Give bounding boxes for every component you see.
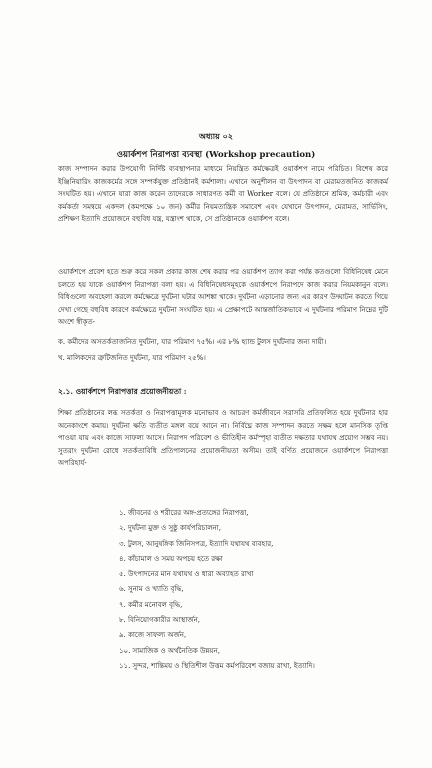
accident-cause-worker: ক. কর্মীদের অসতর্কতাজনিত দুর্ঘটনা, যার পরিমাণ ৭৫%। এর ৮% হ্যান্ড টুলস দুর্ঘটনার জন্য দায়ী।: [58, 338, 327, 346]
necessity-paragraph: শিক্ষা প্রতিষ্ঠানের লব্ধ সতর্কতা ও নিরাপত্তামূলক মনোভাব ও আচরণ কর্মজীবনে সরাসরি প্রতিফলিত হয়ে দুর্ঘটনার হার অনেকাংশে কমায়। দুর্ঘটনা ক্ষতি ব্যতীত মঙ্গল বয়ে আনে না। নির্বিঘ্নে কাজ সম্পাদন করতে সক্ষম হলে মানসিক তৃপ্তি পাওয়া যায় এবং কাজে সাফল্য আসে। নিরাপদ পরিবেশ ও ভীতিহীন কর্মস্পৃহা ব্যতীত দক্ষতার যথাযথ প্রয়োগ সম্ভব নয়। সুতরাং দুর্ঘটনা রোধে সতর্কতাবিধি প্রতিপালনের প্রয়োজনীয়তা অসীম। তাই বর্ণিত প্রয়োজনে ওয়ার্কশপে নিরাপত্তা অপরিহার্য-: [58, 409, 388, 467]
chapter-title: ওয়ার্কশপ নিরাপত্তা ব্যবস্থা (Workshop precaution): [116, 150, 316, 160]
list-item: ৩. টুলস, আনুষঙ্গিক জিনিসপত্র, ইত্যাদি যথাযথ ব্যবহার,: [119, 539, 274, 548]
list-item: ১১. সুন্দর, শান্তিময় ও স্থিতিশীল উত্তম কর্মপরিবেশ বজায় রাখা, ইত্যাদি।: [119, 661, 315, 670]
list-item: ৫. উৎপাদনের মান যথাযথ ও ধারা অব্যাহত রাখা: [119, 570, 254, 579]
safety-needs-list: [119, 506, 389, 674]
intro-paragraph: কাজ সম্পাদন করার উপযোগী নির্দিষ্ট ব্যবস্থাপনার মাধ্যমে নিয়ন্ত্রিত কর্মক্ষেত্রই ওয়ার্কশপ নামে পরিচিত। বিশেষ করে ইঞ্জিনিয়ারিং কাজকর্মের সঙ্গে সম্পর্কযুক্ত প্রতিষ্ঠানই কর্মশালা। এখানে অনুশীলন বা উৎপাদন বা মেরামতজনিত কাজকর্ম সংঘটিত হয়। এখানে যারা কাজ করেন তাদেরকে সাধারণত কর্মী বা Worker বলে। যে প্রতিষ্ঠানে শ্রমিক, কর্মচারী এবং কর্মকর্তা সমন্বয়ে একদল (কমপক্ষে ১০ জন) কর্মীর নিয়মতান্ত্রিক সমাবেশ এবং যেখানে উৎপাদন, মেরামত, সার্ভিসিং, প্রশিক্ষণ ইত্যাদি প্রয়োজনে বহুবিধ যন্ত্র, যন্ত্রাংশ থাকে, সে প্রতিষ্ঠানকে ওয়ার্কশপ বলে।: [58, 165, 388, 223]
list-item: ৬. সুনাম ও খ্যাতি বৃদ্ধি,: [119, 585, 184, 594]
list-item: ১. জীবনের ও শরীরের অঙ্গ-প্রত্যঙ্গের নিরাপত্তা,: [119, 509, 249, 517]
safety-definition-paragraph: ওয়ার্কশপে প্রবেশ হতে শুরু করে সকল প্রকার কাজ শেষ করার পর ওয়ার্কশপ ত্যাগ করা পর্যন্ত কতগুলো বিধিনিষেধ মেনে চলতে হয় যাকে ওয়ার্কশপ নিরাপত্তা বলা হয়। এ বিধিনিষেধসমূহকে ওয়ার্কশপে নিরাপদে কাজ করার নিয়মকানুন বলে। বিধিগুলো অবহেলা করলে কর্মক্ষেত্রে দুর্ঘটনা ঘটার আশঙ্কা থাকে। দুর্ঘটনা এড়ানোর জন্য এর কারণ উদ্ঘাটন করতে গিয়ে দেখা গেছে বহুবিধ কারণে কর্মক্ষেত্রে দুর্ঘটনা সংঘটিত হয়। এ প্রেক্ষাপটে আন্তর্জাতিকভাবে এ দুর্ঘটনার পরিমাণ নিম্নের দুটি অংশে স্বীকৃত-: [58, 268, 388, 326]
list-item: ১০. সামাজিক ও অর্থনৈতিক উন্নয়ন,: [119, 646, 220, 655]
list-item: ৯. কাজে সাফল্য অর্জন,: [119, 631, 187, 640]
section-heading: ২.১. ওয়ার্কশপে নিরাপত্তার প্রয়োজনীয়তা :: [58, 387, 187, 396]
chapter-number: অধ্যায় ০২: [199, 131, 233, 141]
accident-cause-owner: খ. মালিকদের ত্রুটিজনিত দুর্ঘটনা, যার পরিমাণ ২৫%।: [58, 354, 206, 362]
list-item: ৭. কর্মীর মনোবল বৃদ্ধি,: [119, 600, 183, 609]
list-item: ২. দুর্ঘটনা মুক্ত ও সুষ্ঠু কার্যপরিচালনা,: [119, 524, 221, 533]
list-item: ৪. কাঁচামাল ও সময় অপচয় হতে রক্ষা: [119, 554, 223, 563]
list-item: ৮. বিনিয়োগকারীর আস্থার্জন,: [119, 616, 200, 625]
